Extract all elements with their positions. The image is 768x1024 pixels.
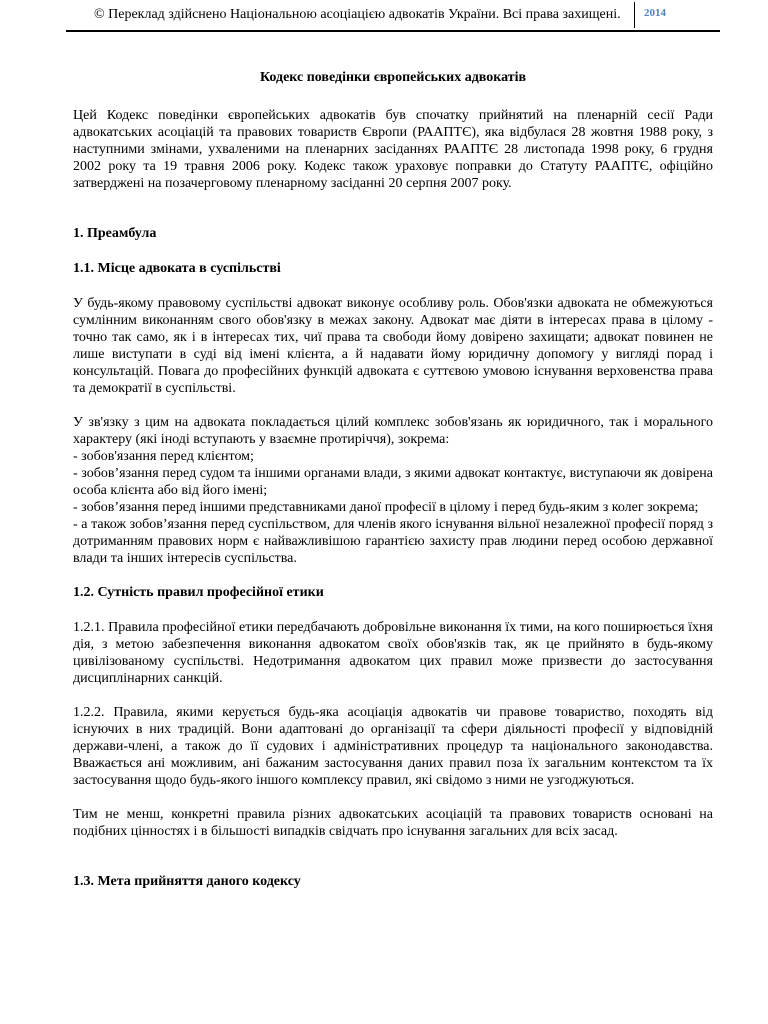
subsection-heading-1-2: 1.2. Сутність правил професійної етики <box>73 585 324 600</box>
paragraph-1-1-a: У будь-якому правовому суспільстві адвокат виконує особливу роль. Обов'язки адвоката не обмежуються сумлінним виконанням свого обов'язку в межах закону. Адвокат має діяти в інтересах права в цілому - точно так само, як і в інтересах тих, чиї права та свободи йому довірено захищати; адвокат повинен не лише виступати в суді від імені клієнта, а й надавати йому юридичну допомогу у вигляді порад і консультацій. Повага до професійних функцій адвоката є суттєвою умовою існування верховенства права та демократії в суспільстві. <box>73 296 713 396</box>
list-item: - зобов’язання перед іншими представниками даної професії в цілому і перед будь-яким з колег зокрема; <box>73 500 699 515</box>
paragraph-1-2-3: Тим не менш, конкретні правила різних адвокатських асоціацій та правових товариств основані на подібних цінностях і в більшості випадків свідчать про існування загальних для всіх засад. <box>73 807 713 839</box>
header-divider <box>634 2 635 28</box>
subsection-heading-1-3: 1.3. Мета прийняття даного кодексу <box>73 874 301 889</box>
paragraph-1-1-b: У зв'язку з цим на адвоката покладається цілий комплекс зобов'язань як юридичного, так і морального характеру (які іноді вступають у взаємне протиріччя), зокрема: <box>73 415 713 447</box>
header-year: 2014 <box>644 7 666 19</box>
document-title: Кодекс поведінки європейських адвокатів <box>259 70 527 85</box>
list-item: - а також зобов’язання перед суспільством, для членів якого існування вільної незалежної професії поряд з дотриманням правових норм є найважливішою гарантією захисту прав людини перед особою державної влади та інших інтересів суспільства. <box>73 517 713 566</box>
subsection-heading-1-1: 1.1. Місце адвоката в суспільстві <box>73 261 281 276</box>
intro-paragraph: Цей Кодекс поведінки європейських адвокатів був спочатку прийнятий на пленарній сесії Ради адвокатських асоціацій та правових товариств Європи (РААПТЄ), яка відбулася 28 жовтня 1988 року, з наступними змінами, ухваленими на пленарних засіданнях РААПТЄ 28 листопада 1998 року, 6 грудня 2002 року та 19 травня 2006 року. Кодекс також ураховує поправки до Статуту РААПТЄ, офіційно затверджені на позачерговому пленарному засіданні 20 серпня 2007 року. <box>73 108 713 191</box>
list-item: - зобов'язання перед клієнтом; <box>73 449 254 464</box>
document-body <box>73 68 713 891</box>
paragraph-1-2-1: 1.2.1. Правила професійної етики передбачають добровільне виконання їх тими, на кого поширюється їхня дія, з метою забезпечення виконання адвокатом своїх обов'язків так, як це прийнято в будь-якому цивілізованому суспільстві. Недотримання адвокатом цих правил може призвести до застосування дисциплінарних санкцій. <box>73 620 713 686</box>
list-item: - зобов’язання перед судом та іншими органами влади, з якими адвокат контактує, виступаючи як довірена особа клієнта або від його імені; <box>73 466 713 498</box>
copyright-notice: © Переклад здійснено Національною асоціацією адвокатів України. Всі права захищені. <box>94 7 621 22</box>
paragraph-1-2-2: 1.2.2. Правила, якими керується будь-яка асоціація адвокатів чи правове товариство, походять від існуючих в них традицій. Вони адаптовані до організації та сфери діяльності професії у відповідній держави-члені, а також до її судових і адміністративних процедур та національного законодавства. Вважається ані можливим, ані бажаним застосування даних правил поза їх загальним контекстом та їх застосування щодо будь-якого іншого комплексу правил, які свідомо з ними не узгоджуються. <box>73 705 713 788</box>
section-heading-preamble: 1. Преамбула <box>73 226 157 241</box>
page-header <box>66 0 720 32</box>
